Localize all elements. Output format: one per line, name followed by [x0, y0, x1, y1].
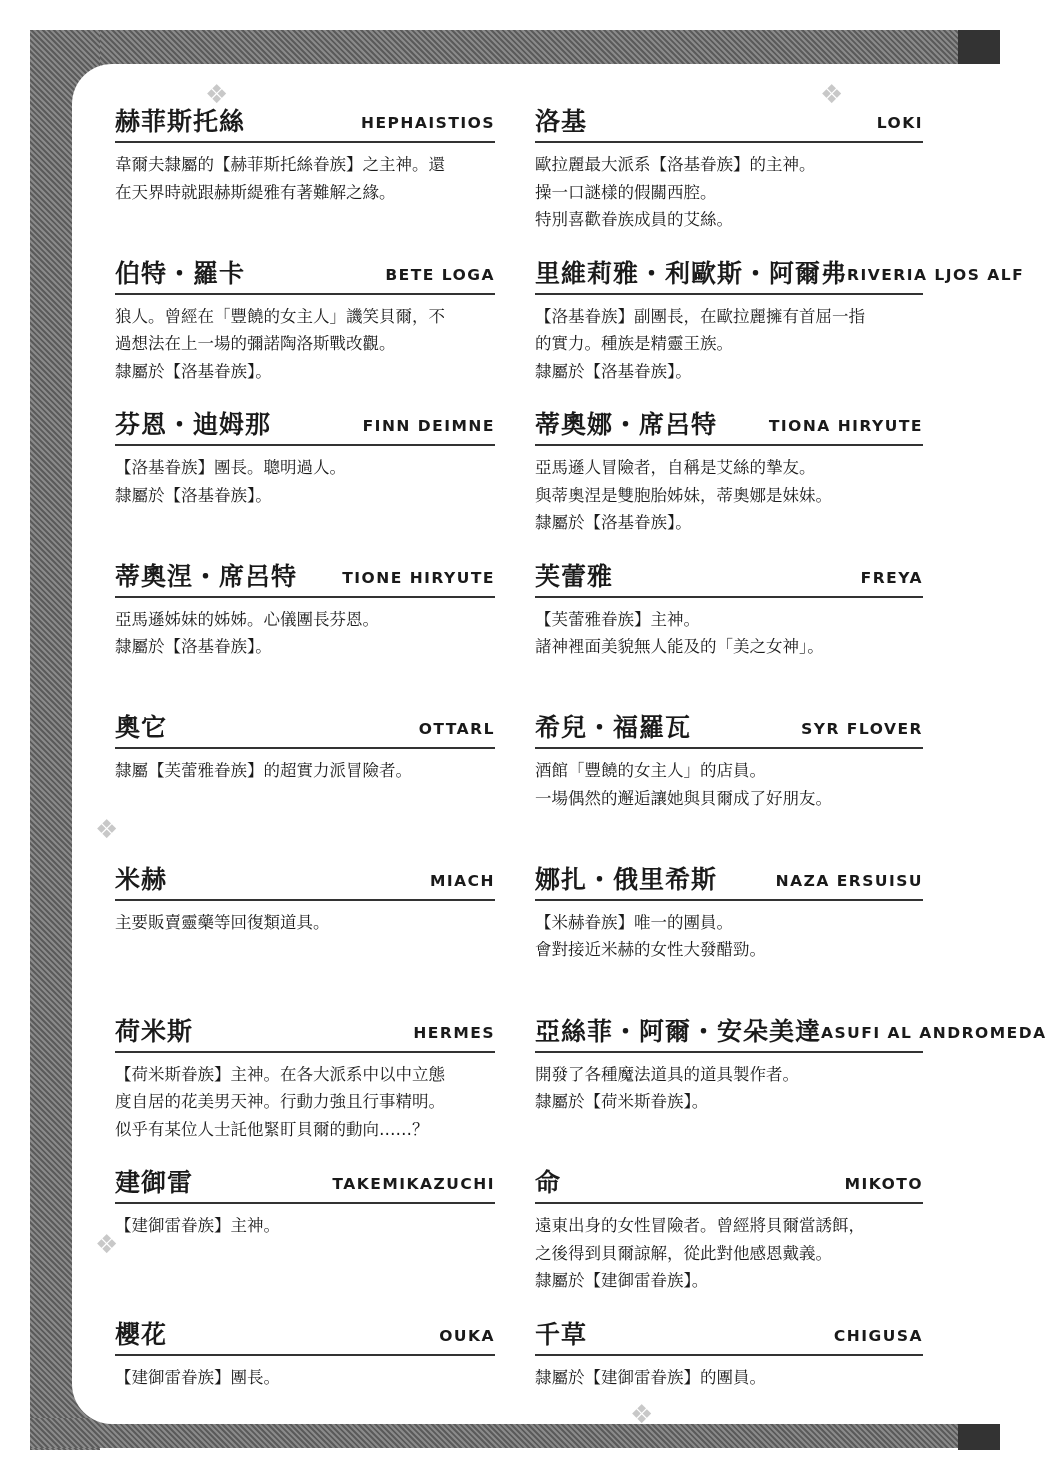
description-line: 歐拉麗最大派系【洛基眷族】的主神。 [535, 155, 816, 174]
character-entry [535, 104, 923, 256]
character-description [535, 1364, 923, 1392]
entry-header [115, 862, 495, 901]
character-entry [535, 862, 923, 1014]
description-line: 隸屬【芙蕾雅眷族】的超實力派冒險者。 [115, 761, 412, 781]
character-name-chinese: 千草 [535, 1319, 588, 1349]
character-entry [115, 104, 495, 256]
character-name-chinese: 洛基 [535, 107, 588, 136]
ornament-icon: ❖ [95, 1230, 119, 1260]
character-name-chinese: 奧它 [115, 713, 168, 743]
description-line: 的實力。種族是精靈王族。 [535, 334, 733, 354]
character-entry [115, 256, 495, 408]
description-line: 隸屬於【洛基眷族】。 [535, 361, 692, 381]
character-name-chinese: 櫻花 [115, 1319, 168, 1349]
description-line: 亞馬遜人冒險者，自稱是艾絲的摯友。 [535, 458, 816, 478]
entry-header [535, 256, 1025, 295]
character-description [115, 151, 495, 206]
character-name-chinese: 芬恩・迪姆那 [115, 410, 272, 440]
character-name-chinese: 建御雷 [115, 1168, 194, 1198]
entry-header [115, 1014, 495, 1053]
description-line: 隸屬於【洛基眷族】。 [115, 485, 272, 505]
character-name-chinese: 命 [535, 1168, 562, 1198]
character-description [535, 454, 923, 537]
character-entry [535, 1165, 923, 1317]
description-line: 之後得到貝爾諒解，從此對他感恩戴義。 [535, 1243, 832, 1263]
description-line: 【建御雷眷族】團長。 [115, 1367, 280, 1387]
entry-header [115, 104, 495, 143]
character-name-chinese: 希兒・福羅瓦 [535, 713, 692, 743]
character-name-english: MIACH [429, 871, 495, 890]
description-line: 主要販賣靈藥等回復類道具。 [115, 912, 330, 932]
character-entry [535, 407, 923, 559]
character-entry [535, 710, 923, 862]
character-entry [535, 559, 923, 711]
ornament-icon: ❖ [95, 815, 119, 845]
description-line: 隸屬於【洛基眷族】。 [115, 361, 272, 381]
character-name-chinese: 米赫 [115, 864, 168, 894]
character-name-english: OUKA [439, 1326, 495, 1345]
character-entry [115, 1165, 495, 1317]
entry-header [115, 407, 495, 446]
entry-header [115, 1165, 495, 1204]
entry-header [115, 559, 495, 598]
character-list [115, 104, 1047, 1468]
character-name-english: TIONA HIRYUTE [768, 417, 923, 436]
description-line: 與蒂奧涅是雙胞胎姊妹，蒂奧娜是妹妹。 [535, 485, 832, 505]
character-entry [535, 256, 1025, 408]
character-name-english: ASUFI AL ANDROMEDA [821, 1023, 1047, 1042]
character-description [535, 303, 923, 386]
entry-header [535, 1165, 923, 1204]
character-entry [115, 1014, 495, 1166]
character-name-english: RIVERIA LJOS ALF [847, 265, 1025, 284]
character-entry [115, 862, 495, 1014]
character-description [115, 303, 495, 386]
character-name-english: LOKI [876, 114, 923, 132]
character-description [115, 1212, 495, 1240]
character-name-english: TAKEMIKAZUCHI [332, 1175, 495, 1194]
character-name-chinese: 赫菲斯托絲 [115, 107, 246, 136]
character-description [535, 1061, 923, 1116]
character-description [535, 1212, 923, 1295]
character-description [535, 606, 923, 661]
character-name-english: SYR FLOVER [801, 720, 923, 739]
entry-header [115, 256, 495, 295]
description-line: 在天界時就跟赫斯緹雅有著難解之緣。 [115, 182, 396, 202]
character-name-english: OTTARL [418, 720, 495, 739]
character-name-english: NAZA ERSUISU [775, 871, 923, 890]
entry-header [535, 862, 923, 901]
character-name-english: CHIGUSA [833, 1326, 923, 1345]
character-entry [115, 710, 495, 862]
description-line: 操一口謎樣的假關西腔。 [535, 182, 717, 202]
character-entry [535, 1317, 923, 1469]
description-line: 隸屬於【建御雷眷族】的團員。 [535, 1367, 766, 1387]
character-name-chinese: 亞絲菲・阿爾・安朵美達 [535, 1016, 822, 1046]
description-line: 【洛基眷族】團長。聰明過人。 [115, 458, 346, 478]
character-name-english: MIKOTO [844, 1175, 923, 1194]
character-name-chinese: 芙蕾雅 [535, 561, 614, 591]
entry-header [535, 407, 923, 446]
description-line: 隸屬於【洛基眷族】。 [115, 637, 272, 657]
character-description [115, 606, 495, 661]
entry-header [535, 1317, 923, 1356]
description-line: 開發了各種魔法道具的道具製作者。 [535, 1064, 799, 1084]
entry-header [115, 710, 495, 749]
character-name-english: FINN DEIMNE [362, 417, 495, 436]
character-description [115, 757, 495, 785]
description-line: 遠東出身的女性冒險者。曾經將貝爾當誘餌， [535, 1216, 865, 1236]
character-name-chinese: 蒂奧涅・席呂特 [115, 561, 298, 591]
character-name-chinese: 荷米斯 [115, 1016, 194, 1046]
character-entry [535, 1014, 1047, 1166]
description-line: 一場偶然的邂逅讓她與貝爾成了好朋友。 [535, 788, 832, 808]
entry-header [535, 710, 923, 749]
description-line: 【荷米斯眷族】主神。在各大派系中以中立態 [115, 1064, 445, 1084]
character-name-chinese: 蒂奧娜・席呂特 [535, 410, 718, 440]
description-line: 似乎有某位人士託他緊盯貝爾的動向……？ [115, 1119, 429, 1139]
description-line: 狼人。曾經在「豐饒的女主人」譏笑貝爾，不 [115, 306, 445, 326]
entry-header [535, 104, 923, 143]
description-line: 諸神裡面美貌無人能及的「美之女神」。 [535, 637, 824, 657]
character-name-english: BETE LOGA [385, 265, 495, 284]
description-line: 會對接近米赫的女性大發醋勁。 [535, 940, 766, 960]
character-description [115, 1364, 495, 1392]
ornament-icon: ❖ [205, 80, 229, 110]
character-name-chinese: 里維莉雅・利歐斯・阿爾弗 [535, 258, 848, 288]
character-name-english: FREYA [860, 568, 923, 587]
description-line: 【洛基眷族】副團長，在歐拉麗擁有首屈一指 [535, 306, 865, 326]
decorative-frame-top [30, 30, 1000, 68]
character-description [115, 454, 495, 509]
description-line: 度自居的花美男天神。行動力強且行事精明。 [115, 1092, 445, 1112]
entry-header [115, 1317, 495, 1356]
character-name-english: HEPHAISTIOS [361, 114, 495, 132]
description-line: 隸屬於【洛基眷族】。 [535, 513, 692, 533]
description-line: 【米赫眷族】唯一的團員。 [535, 912, 733, 932]
character-description [535, 151, 923, 234]
description-line: 酒館「豐饒的女主人」的店員。 [535, 761, 766, 781]
character-name-chinese: 伯特・羅卡 [115, 258, 246, 288]
description-line: 特別喜歡眷族成員的艾絲。 [535, 210, 733, 229]
description-line: 過想法在上一場的彌諾陶洛斯戰改觀。 [115, 334, 396, 354]
character-entry [115, 407, 495, 559]
entry-header [535, 559, 923, 598]
description-line: 【芙蕾雅眷族】主神。 [535, 609, 700, 629]
description-line: 亞馬遜姊妹的姊姊。心儀團長芬恩。 [115, 609, 379, 629]
character-entry [115, 1317, 495, 1469]
character-description [115, 1061, 495, 1144]
character-name-english: HERMES [413, 1023, 495, 1042]
character-name-english: TIONE HIRYUTE [342, 568, 495, 587]
character-description [115, 909, 495, 937]
description-line: 隸屬於【荷米斯眷族】。 [535, 1092, 709, 1112]
description-line: 【建御雷眷族】主神。 [115, 1216, 280, 1236]
character-entry [115, 559, 495, 711]
character-name-chinese: 娜扎・俄里希斯 [535, 864, 718, 894]
description-line: 隸屬於【建御雷眷族】。 [535, 1271, 709, 1291]
character-description [535, 757, 923, 812]
character-description [535, 909, 923, 964]
description-line: 韋爾夫隸屬的【赫菲斯托絲眷族】之主神。還 [115, 155, 445, 174]
ornament-icon: ❖ [630, 1400, 654, 1430]
ornament-icon: ❖ [820, 80, 844, 110]
entry-header [535, 1014, 1047, 1053]
